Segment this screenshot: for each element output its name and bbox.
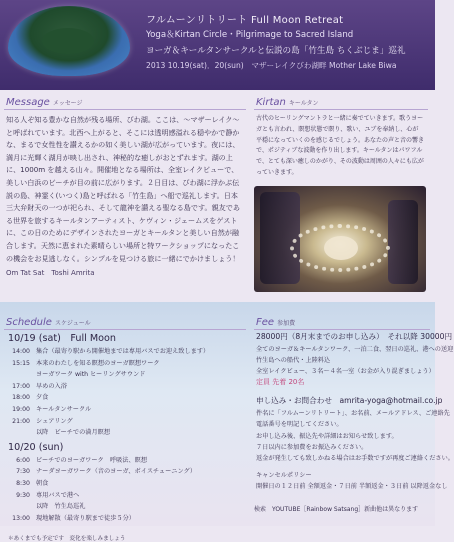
- retreat-date: 2013 10.19(sat)．20(sun) マザーレイクびわ湖畔 Mother Lake Biwa: [146, 61, 397, 70]
- schedule-heading-jp: スケジュール: [54, 320, 91, 327]
- island-photo: [8, 6, 130, 76]
- contact-line: お申し込み後、振込先や詳細はお知らせ致します。: [256, 432, 398, 440]
- schedule-note: ＊あくまでも予定です 変化を楽しみましょう: [8, 536, 126, 542]
- item-text: 朝食: [36, 479, 49, 487]
- kirtan-circle-photo: [254, 186, 426, 292]
- contact-line: 返金が発生しても致しかねる場合はお手数ですが再度ご連絡ください。: [256, 454, 454, 462]
- item-text: 早めの入浴: [36, 382, 67, 390]
- item-text: ヨーガワーク with ヒーリングサウンド: [36, 371, 146, 379]
- item-text: 現地解散（最寄り駅まで徒歩５分）: [36, 514, 135, 522]
- item-text: ナーダヨーガワーク（音のヨーガ、ボイスチューニング）: [36, 468, 197, 476]
- day1-list: [8, 346, 246, 439]
- fee-heading-jp: 参加費: [277, 320, 296, 327]
- contact-line: 電話番号を明記してください。: [256, 421, 343, 429]
- list-item: [8, 392, 246, 404]
- kirtan-heading: [254, 96, 428, 110]
- item-time: 6:00: [16, 456, 30, 464]
- contact-line: 件名に「フルムーンリトリート」、お名前、メールアドレス、ご連絡先: [256, 410, 450, 418]
- retreat-subtitle-jp: ヨーガ＆キールタンサークルと伝説の島「竹生島 ちくぶじま」巡礼: [146, 46, 406, 56]
- item-text: 以降 ビーチでの満月瞑想: [36, 429, 111, 437]
- fee-line: 全てのヨーガ＆キールタンワーク、一泊二食、翌日の巡礼、港への送迎: [256, 346, 454, 353]
- item-time: 9:30: [16, 491, 30, 499]
- list-item: [8, 358, 246, 370]
- signature: Om Tat Sat Toshi Amrita: [6, 269, 95, 278]
- schedule-body: [4, 332, 246, 524]
- list-item: [8, 466, 246, 478]
- item-text: 集合（最寄り駅から開催地までは専用バスでお迎え致します）: [36, 348, 210, 355]
- item-time: 15:15: [12, 359, 30, 367]
- message-heading-jp: メッセージ: [52, 100, 83, 107]
- header-banner: [0, 0, 435, 90]
- footer-youtube: 検索 YOUTUBE［Rainbow Satsang］新曲他は異なります: [254, 506, 419, 513]
- message-body: 知る人ぞ知る豊かな自然が残る場所、びわ湖。ここは、～マザーレイク～と呼ばれています。北西へ上がると、そこには透明感溢れる穏やかで静かな、まるで女性性を讃えるかの如く美しい湖が広がっています。夜には、満月に光輝く湖月が映し出され、神秘的な癒しがおとずれます。湖の上に、1000m を越える山々。開催地となる場所は、全室レイクビューで、美しい白浜のビーチが目の前に広がります。２日目は、びわ湖に浮かぶ伝説の島、神霊く(いつく)島と呼ばれる「竹生島」へ船で巡礼します。日本三大弁財天の一つが祀られ、そして龍神を讃える聖なる島です。親友である世界を旅するキールタンアーティスト、ケヴィン・ジェームスをゲストに、この日のためにデザインされたヨーガとキールタンと美しい自然が融合します。天然に恵まれた素晴らしい場所と特ワークショップになったこの機会をお見逃しなく。シンプルを見つける旅に一緒にでかけましょう！: [6, 115, 240, 263]
- schedule-day2: 10/20 (sun): [8, 441, 64, 453]
- photo-people-right: [388, 200, 418, 284]
- retreat-subtitle: Yoga＆Kirtan Circle・Pilgrimage to Sacred Island: [146, 30, 354, 40]
- message-heading: [4, 96, 246, 110]
- message-section: [4, 96, 246, 278]
- cancel-text: 開催日の１２日前 全額返金・７日前 半額返金・３日前 以降返金なし: [256, 482, 448, 490]
- item-time: [8, 369, 36, 381]
- item-time: 7:30: [16, 468, 30, 476]
- retreat-title: フルムーンリトリート Full Moon Retreat: [146, 15, 344, 26]
- kirtan-heading-jp: キールタン: [288, 100, 319, 107]
- item-text: キールタンサークル: [36, 405, 92, 413]
- fee-section: [254, 316, 454, 492]
- schedule-heading: [4, 316, 246, 330]
- list-item: [8, 346, 246, 358]
- fee-price: 28000円（8月末までのお申し込み） それ以降 30000円: [256, 332, 453, 341]
- list-item: [8, 455, 246, 467]
- item-text: 以降 竹生島巡礼: [36, 503, 86, 511]
- list-item: [8, 369, 246, 381]
- contact-line: ７日以内に参加費をお振込みください。: [256, 443, 368, 451]
- day2-list: [8, 455, 246, 525]
- item-time: 17:00: [12, 382, 30, 390]
- fee-line: 竹生島への船代・上陸料込: [256, 357, 331, 365]
- item-time: 21:00: [12, 417, 30, 425]
- item-time: 18:00: [12, 394, 30, 402]
- list-item: [8, 381, 246, 393]
- fee-contact[interactable]: 申し込み・お問合わせ amrita-yoga@hotmail.co.jp: [256, 396, 443, 406]
- item-time: [8, 427, 36, 439]
- fee-body: [254, 330, 454, 492]
- item-time: 8:30: [16, 479, 30, 487]
- item-text: 専用バスで港へ: [36, 491, 80, 499]
- list-item: [8, 490, 246, 502]
- item-time: 19:00: [12, 405, 30, 413]
- kirtan-section: [254, 96, 428, 179]
- kirtan-heading-en: Kirtan: [256, 97, 286, 108]
- fee-heading-en: Fee: [256, 317, 275, 328]
- kirtan-body: 古代のヒーリングマントラと一緒に奏でていきます。歌うヨーガとも言われ、瞑想状態で瞑り、歌い、ユブを奉納し、心が平穏になっていくのを感じるでしょう。あなたの声と音の響きで、ポジティブな波動を作り出します。キールタンはパワフルで、とても深い癒しのかがり、その波動は周囲の人々にも広がっていきます。: [256, 115, 424, 176]
- list-item: [8, 513, 246, 525]
- item-text: 本来のわたしを知る瞑想のヨーガ瞑想ワーク: [36, 359, 160, 367]
- item-time: 13:00: [12, 514, 30, 522]
- list-item: [8, 404, 246, 416]
- fee-heading: [254, 316, 430, 330]
- schedule-heading-en: Schedule: [6, 317, 52, 328]
- message-heading-en: Message: [6, 97, 50, 108]
- fee-line: 全室レイクビュー、３名〜４名一室（お金が入り混ぎましょう）: [256, 368, 435, 376]
- item-text: ビーチでのヨーガワーク 呼吸法、瞑想: [36, 456, 148, 464]
- cancel-title: キャンセルポリシー: [256, 471, 312, 479]
- list-item: [8, 478, 246, 490]
- item-text: シェアリング: [36, 417, 73, 425]
- list-item: [8, 501, 246, 513]
- list-item: [8, 416, 246, 428]
- item-text: 夕食: [36, 394, 49, 402]
- list-item: [8, 427, 246, 439]
- photo-center: [324, 236, 358, 260]
- item-time: [8, 501, 36, 513]
- schedule-day1: 10/19 (sat) Full Moon: [8, 333, 116, 344]
- schedule-section: [4, 316, 246, 542]
- fee-capacity: 定員 先着 20名: [256, 378, 305, 387]
- item-time: 14:00: [12, 348, 30, 355]
